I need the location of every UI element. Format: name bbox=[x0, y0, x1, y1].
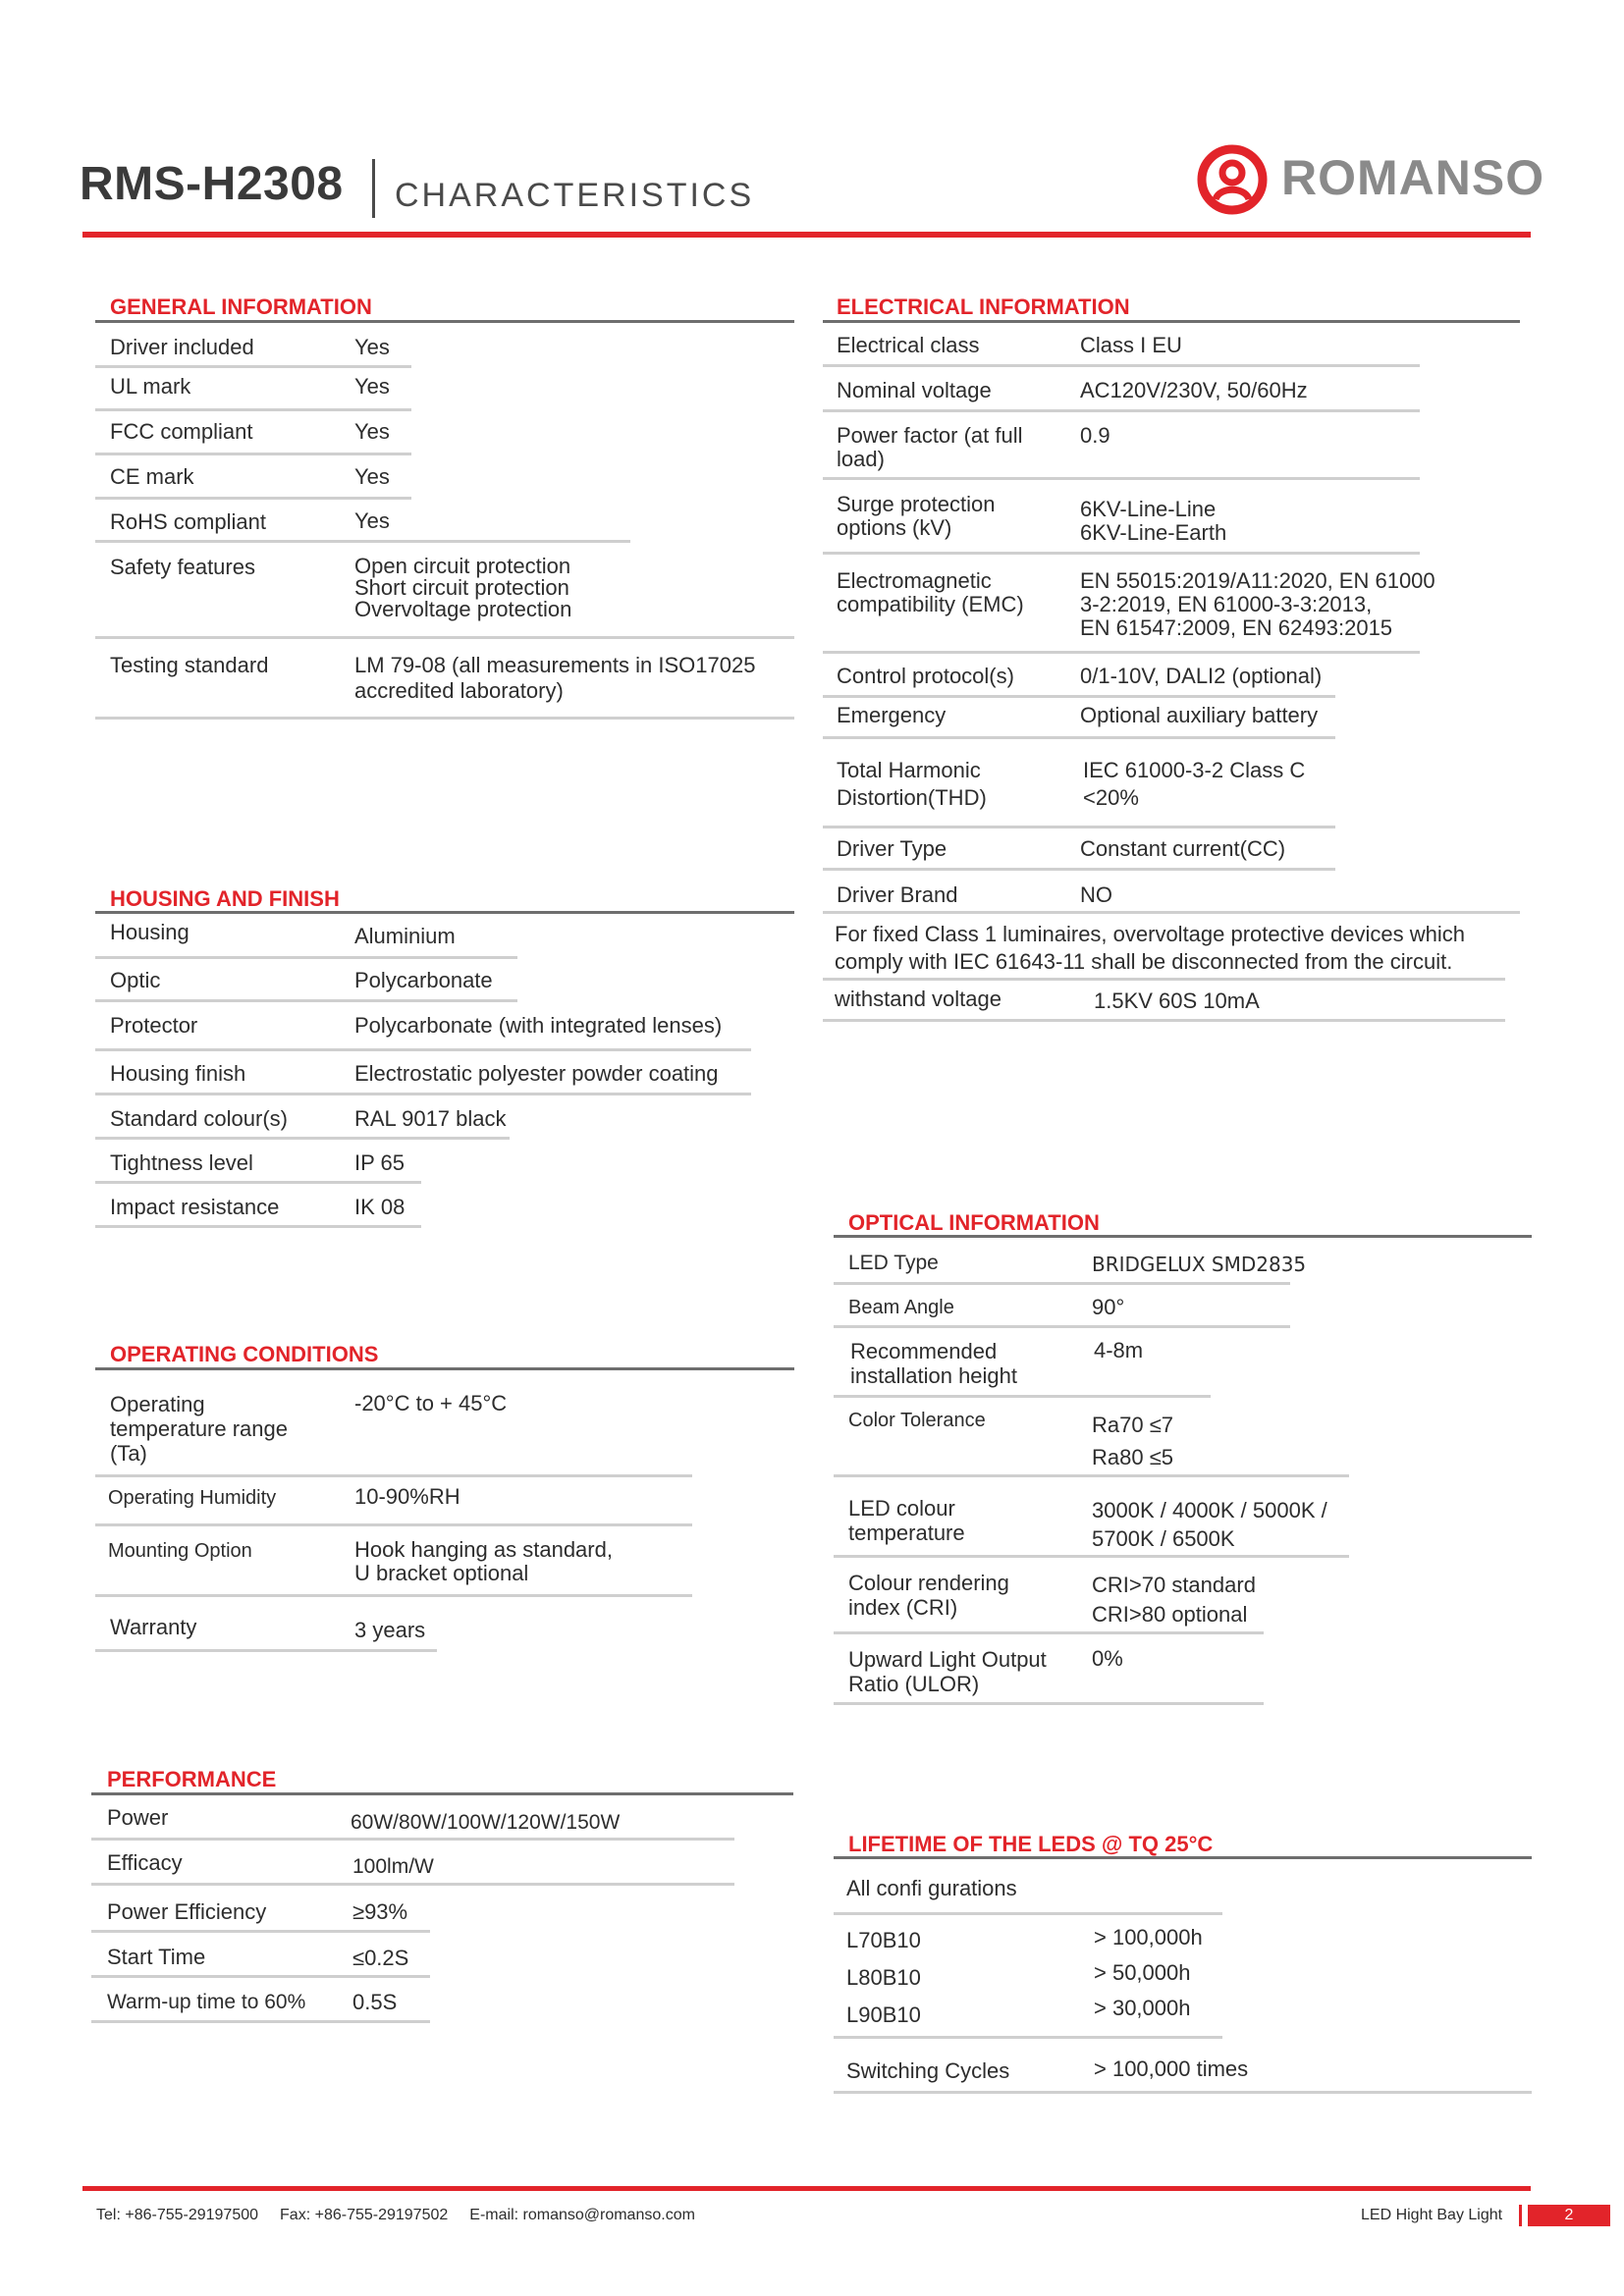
spec-value: 3000K / 4000K / 5000K / 5700K / 6500K bbox=[1092, 1498, 1327, 1551]
spec-value: > 50,000h bbox=[1094, 1960, 1191, 1985]
spec-value: Yes bbox=[354, 464, 390, 489]
spec-label: Color Tolerance bbox=[848, 1410, 986, 1431]
spec-label: Mounting Option bbox=[108, 1540, 252, 1562]
spec-label: Standard colour(s) bbox=[110, 1106, 288, 1131]
spec-label: Recommended installation height bbox=[850, 1339, 1018, 1388]
spec-value: 60W/80W/100W/120W/150W bbox=[351, 1811, 621, 1834]
row-divider bbox=[834, 2091, 1532, 2094]
row-divider bbox=[823, 695, 1335, 698]
spec-label: Driver Brand bbox=[837, 882, 958, 907]
spec-value: Electrostatic polyester powder coating bbox=[354, 1061, 719, 1086]
row-divider bbox=[95, 1048, 751, 1051]
row-divider bbox=[823, 826, 1335, 828]
row-divider bbox=[95, 497, 411, 500]
spec-label: Driver included bbox=[110, 335, 254, 359]
spec-label: Safety features bbox=[110, 555, 255, 579]
spec-value: Optional auxiliary battery bbox=[1080, 703, 1319, 727]
optical-info-heading: OPTICAL INFORMATION bbox=[848, 1210, 1100, 1235]
spec-label: Start Time bbox=[107, 1945, 206, 1969]
spec-value: RAL 9017 black bbox=[354, 1106, 507, 1131]
spec-label: Colour rendering index (CRI) bbox=[848, 1571, 1009, 1620]
section-rule bbox=[95, 911, 794, 914]
row-divider bbox=[91, 2020, 430, 2023]
row-divider bbox=[91, 1838, 734, 1841]
spec-value: 3 years bbox=[354, 1618, 426, 1642]
footer-product-name: LED Hight Bay Light bbox=[1361, 2207, 1503, 2223]
spec-label: Switching Cycles bbox=[846, 2058, 1010, 2083]
spec-label: Nominal voltage bbox=[837, 378, 992, 402]
spec-value: 100lm/W bbox=[352, 1855, 434, 1878]
header-rule bbox=[82, 232, 1531, 238]
spec-value: 0.5S bbox=[352, 1990, 398, 2014]
row-divider bbox=[823, 911, 1520, 914]
brand-name: ROMANSO bbox=[1281, 150, 1545, 205]
spec-label: Electrical class bbox=[837, 333, 980, 357]
row-divider bbox=[95, 1225, 421, 1228]
spec-value: LM 79-08 (all measurements in ISO17025 accredited laboratory) bbox=[354, 653, 756, 703]
spec-value: Polycarbonate bbox=[354, 968, 493, 992]
spec-label: Total Harmonic Distortion(THD) bbox=[837, 758, 987, 810]
spec-value: 0.9 bbox=[1080, 423, 1110, 448]
row-divider bbox=[834, 1555, 1349, 1558]
performance-heading: PERFORMANCE bbox=[107, 1767, 277, 1791]
spec-label: Impact resistance bbox=[110, 1195, 280, 1219]
spec-value: Yes bbox=[354, 335, 390, 359]
row-divider bbox=[95, 453, 411, 455]
operating-heading: OPERATING CONDITIONS bbox=[110, 1342, 379, 1366]
page-subtitle: CHARACTERISTICS bbox=[395, 177, 755, 214]
footer-tel: Tel: +86-755-29197500 bbox=[96, 2207, 259, 2223]
section-rule bbox=[91, 1792, 793, 1795]
row-divider bbox=[95, 1474, 692, 1477]
row-divider bbox=[823, 409, 1420, 412]
spec-label: Power Efficiency bbox=[107, 1899, 267, 1924]
spec-value: ≥93% bbox=[352, 1899, 408, 1924]
spec-value: 4-8m bbox=[1094, 1338, 1144, 1362]
lifetime-heading: LIFETIME OF THE LEDS @ TQ 25°C bbox=[848, 1832, 1214, 1856]
row-divider bbox=[95, 365, 411, 368]
row-divider bbox=[91, 1975, 430, 1978]
spec-label: Efficacy bbox=[107, 1850, 183, 1875]
general-info-heading: GENERAL INFORMATION bbox=[110, 294, 372, 319]
spec-label: Tightness level bbox=[110, 1150, 253, 1175]
row-divider bbox=[823, 651, 1420, 654]
spec-label: Surge protection options (kV) bbox=[837, 492, 996, 540]
spec-value: Yes bbox=[354, 419, 390, 444]
row-divider bbox=[95, 408, 411, 411]
spec-value: Constant current(CC) bbox=[1080, 836, 1286, 861]
spec-label: Optic bbox=[110, 968, 161, 992]
row-divider bbox=[834, 1474, 1349, 1477]
spec-value: 6KV-Line-Line 6KV-Line-Earth bbox=[1080, 497, 1227, 545]
row-divider bbox=[823, 978, 1505, 981]
row-divider bbox=[91, 1930, 430, 1933]
row-divider bbox=[95, 636, 794, 639]
row-divider bbox=[95, 1137, 510, 1140]
spec-label: Housing finish bbox=[110, 1061, 246, 1086]
spec-value: ≤0.2S bbox=[352, 1946, 409, 1970]
spec-label: L70B10 bbox=[846, 1928, 921, 1952]
row-divider bbox=[823, 868, 1335, 871]
page-number: 2 bbox=[1528, 2205, 1610, 2226]
spec-label: L90B10 bbox=[846, 2002, 921, 2027]
spec-value: IP 65 bbox=[354, 1150, 405, 1175]
row-divider bbox=[823, 364, 1420, 367]
spec-value: Open circuit protection Short circuit protection Overvoltage protection bbox=[354, 554, 572, 621]
row-divider bbox=[95, 1181, 421, 1184]
spec-value: Aluminium bbox=[354, 924, 456, 948]
spec-label: Protector bbox=[110, 1013, 198, 1038]
section-rule bbox=[823, 320, 1520, 323]
spec-value: 0/1-10V, DALI2 (optional) bbox=[1080, 664, 1323, 688]
spec-label: Warm-up time to 60% bbox=[107, 1991, 306, 2013]
spec-value: IK 08 bbox=[354, 1195, 406, 1219]
row-divider bbox=[95, 1093, 751, 1095]
section-rule bbox=[95, 1367, 794, 1370]
row-divider bbox=[834, 1702, 1264, 1705]
footer-fax: Fax: +86-755-29197502 bbox=[280, 2207, 449, 2223]
spec-label: Power factor (at full load) bbox=[837, 423, 1023, 471]
section-rule bbox=[834, 1235, 1532, 1238]
spec-value: 1.5KV 60S 10mA bbox=[1094, 988, 1260, 1013]
spec-value: NO bbox=[1080, 882, 1112, 907]
footer-contact bbox=[96, 2207, 717, 2224]
spec-value: -20°C to + 45°C bbox=[354, 1391, 508, 1415]
spec-value: > 100,000 times bbox=[1094, 2056, 1249, 2081]
row-divider bbox=[95, 1649, 437, 1652]
row-divider bbox=[823, 552, 1420, 555]
spec-value: Yes bbox=[354, 374, 390, 399]
section-rule bbox=[834, 1856, 1532, 1859]
row-divider bbox=[834, 1395, 1211, 1398]
spec-label: Warranty bbox=[110, 1615, 197, 1639]
spec-label: CE mark bbox=[110, 464, 194, 489]
spec-value: 90° bbox=[1092, 1295, 1125, 1319]
title-divider bbox=[372, 159, 375, 218]
spec-label: Testing standard bbox=[110, 653, 269, 677]
footer-divider bbox=[1519, 2205, 1522, 2226]
row-divider bbox=[95, 1594, 692, 1597]
spec-label: L80B10 bbox=[846, 1965, 921, 1990]
row-divider bbox=[823, 1019, 1505, 1022]
spec-label: UL mark bbox=[110, 374, 191, 399]
spec-label: Operating Humidity bbox=[108, 1487, 277, 1509]
row-divider bbox=[834, 1631, 1264, 1634]
spec-value: EN 55015:2019/A11:2020, EN 61000 3-2:2019, EN 61000-3-3:2013, EN 61547:2009, EN 62493:2015 bbox=[1080, 568, 1435, 640]
spec-value: Polycarbonate (with integrated lenses) bbox=[354, 1013, 723, 1038]
spec-label: Driver Type bbox=[837, 836, 947, 861]
row-divider bbox=[834, 2036, 1222, 2039]
spec-value: BRIDGELUX SMD2835 bbox=[1092, 1253, 1307, 1276]
spec-label: Beam Angle bbox=[848, 1297, 954, 1318]
spec-label: LED colour temperature bbox=[848, 1496, 965, 1545]
footer-rule bbox=[82, 2186, 1531, 2191]
spec-value: IEC 61000-3-2 Class C <20% bbox=[1083, 758, 1306, 810]
spec-label: LED Type bbox=[848, 1252, 939, 1274]
spec-label: Emergency bbox=[837, 703, 947, 727]
row-divider bbox=[834, 1912, 1222, 1915]
row-divider bbox=[95, 1523, 692, 1526]
spec-value: > 30,000h bbox=[1094, 1996, 1191, 2020]
spec-value: Hook hanging as standard, U bracket optional bbox=[354, 1537, 613, 1585]
row-divider bbox=[823, 477, 1420, 480]
spec-label: Control protocol(s) bbox=[837, 664, 1014, 688]
spec-value: Yes bbox=[354, 508, 390, 533]
section-rule bbox=[95, 320, 794, 323]
spec-value: 10-90%RH bbox=[354, 1484, 460, 1509]
spec-value: CRI>70 standard CRI>80 optional bbox=[1092, 1573, 1256, 1627]
footer-email: E-mail: romanso@romanso.com bbox=[469, 2207, 695, 2223]
spec-value: > 100,000h bbox=[1094, 1925, 1203, 1949]
row-divider bbox=[95, 717, 794, 720]
spec-label: FCC compliant bbox=[110, 419, 253, 444]
protection-note: For fixed Class 1 luminaires, overvoltage protective devices which comply with IEC 61643-11 shall be disconnected from the circuit. bbox=[835, 922, 1465, 974]
spec-label: Upward Light Output Ratio (ULOR) bbox=[848, 1647, 1047, 1696]
spec-label: Housing bbox=[110, 920, 189, 944]
electrical-info-heading: ELECTRICAL INFORMATION bbox=[837, 294, 1130, 319]
model-title: RMS-H2308 bbox=[80, 158, 344, 210]
row-divider bbox=[834, 1325, 1290, 1328]
romanso-logo-icon bbox=[1196, 143, 1269, 221]
row-divider bbox=[91, 1883, 734, 1886]
spec-label: RoHS compliant bbox=[110, 509, 266, 534]
spec-value: Class I EU bbox=[1080, 333, 1182, 357]
spec-label: withstand voltage bbox=[835, 987, 1001, 1011]
row-divider bbox=[95, 956, 517, 959]
housing-heading: HOUSING AND FINISH bbox=[110, 886, 340, 911]
row-divider bbox=[823, 736, 1335, 739]
spec-label: Operating temperature range (Ta) bbox=[110, 1392, 288, 1466]
row-divider bbox=[834, 1282, 1290, 1285]
all-configurations-label: All confi gurations bbox=[846, 1876, 1017, 1900]
row-divider bbox=[95, 540, 630, 543]
row-divider bbox=[95, 999, 517, 1002]
spec-label: Power bbox=[107, 1805, 169, 1830]
spec-value: Ra70 ≤7 Ra80 ≤5 bbox=[1092, 1413, 1174, 1469]
spec-value: 0% bbox=[1092, 1646, 1123, 1671]
spec-value: AC120V/230V, 50/60Hz bbox=[1080, 378, 1308, 402]
spec-label: Electromagnetic compatibility (EMC) bbox=[837, 568, 1024, 616]
